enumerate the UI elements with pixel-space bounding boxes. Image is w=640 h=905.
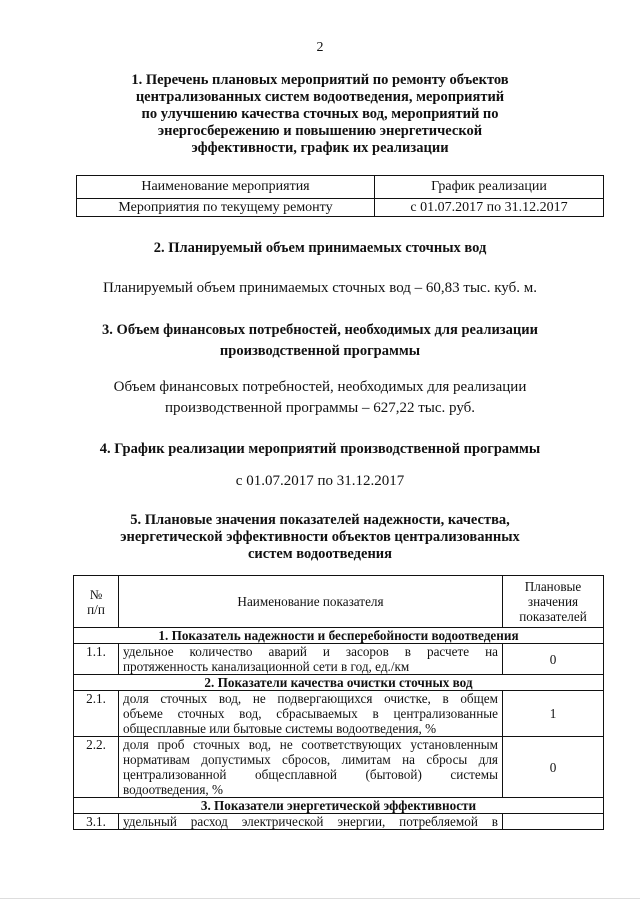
activities-cell-schedule: с 01.07.2017 по 31.12.2017 [375, 199, 604, 217]
row-value [503, 814, 604, 830]
activities-table [76, 175, 604, 217]
row-name: доля сточных вод, не подвергающихся очистке, в общем объеме сточных вод, сбрасываемых в централизованные общесплавные или бытовые системы водоотведения, % [119, 691, 503, 737]
indicators-table [73, 575, 604, 830]
activities-cell-name: Мероприятия по текущему ремонту [77, 199, 375, 217]
row-number: 1.1. [74, 644, 119, 675]
indicators-header-value: Плановые значения показателей [503, 576, 604, 628]
row-name: удельный расход электрической энергии, потребляемой в [119, 814, 503, 830]
indicators-header-no: № п/п [74, 576, 119, 628]
section5-title: 5. Плановые значения показателей надежности, качества, энергетической эффективности объектов централизованных систем водоотведения [120, 512, 520, 562]
section3-title: 3. Объем финансовых потребностей, необходимых для реализации производственной программы [102, 322, 538, 359]
page-bottom-edge [0, 898, 640, 899]
section3-text: Объем финансовых потребностей, необходимых для реализации производственной программы – 627,22 тыс. руб. [113, 379, 527, 416]
table-row [74, 644, 604, 675]
row-number: 3.1. [74, 814, 119, 830]
row-value: 0 [503, 644, 604, 675]
row-name: удельное количество аварий и засоров в расчете на протяженность канализационной сети в год, ед./км [119, 644, 503, 675]
row-number: 2.2. [74, 737, 119, 798]
row-name: доля проб сточных вод, не соответствующих установленным нормативам допустимых сбросов, лимитам на сбросы для централизованной общесплавной (бытовой) системы водоотведения, % [119, 737, 503, 798]
section2-title: 2. Планируемый объем принимаемых сточных вод [153, 240, 487, 256]
activities-header-name: Наименование мероприятия [77, 176, 375, 199]
section4-title: 4. График реализации мероприятий производственной программы [99, 441, 541, 457]
table-row [74, 814, 604, 830]
section2-text: Планируемый объем принимаемых сточных вод – 60,83 тыс. куб. м. [103, 280, 537, 296]
section4-text: с 01.07.2017 по 31.12.2017 [235, 473, 405, 489]
row-value: 0 [503, 737, 604, 798]
table-row [74, 691, 604, 737]
row-value: 1 [503, 691, 604, 737]
table-row [74, 737, 604, 798]
group-quality: 2. Показатели качества очистки сточных вод [74, 675, 604, 691]
page-number: 2 [316, 40, 324, 55]
group-reliability: 1. Показатель надежности и бесперебойности водоотведения [74, 628, 604, 644]
group-energy: 3. Показатели энергетической эффективности [74, 798, 604, 814]
section1-title: 1. Перечень плановых мероприятий по ремонту объектов централизованных систем водоотведения, мероприятий по улучшению качества сточных вод, мероприятий по энергосбережению и повышению энергетической эффективности, график их реализации [131, 72, 509, 156]
activities-header-schedule: График реализации [375, 176, 604, 199]
row-number: 2.1. [74, 691, 119, 737]
indicators-header-name: Наименование показателя [119, 576, 503, 628]
